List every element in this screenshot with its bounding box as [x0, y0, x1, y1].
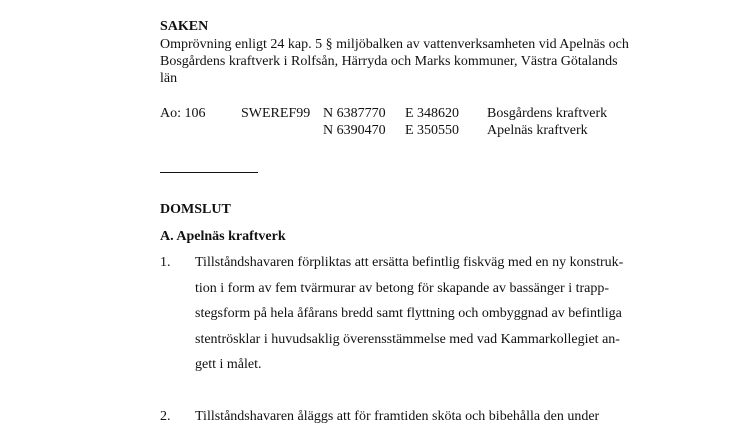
facility-name: Bosgårdens kraftverk	[487, 106, 608, 121]
item-line: Tillståndshavaren förpliktas att ersätta befintlig fiskväg med en ny konstruk-	[195, 255, 624, 270]
item-line: Tillståndshavaren åläggs att för framtiden sköta och bibehålla den under	[195, 409, 600, 424]
separator-line	[160, 172, 258, 173]
item-line: gett i målet.	[195, 357, 262, 372]
east-coordinate: E 348620	[405, 106, 460, 121]
item-line: tion i form av fem tvärmurar av betong för skapande av bassänger i trapp-	[195, 281, 610, 296]
saken-line: Bosgårdens kraftverk i Rolfsån, Härryda och Marks kommuner, Västra Götalands	[160, 54, 618, 69]
item-number: 2.	[160, 409, 171, 424]
east-coordinate: E 350550	[405, 123, 460, 138]
saken-line: Omprövning enligt 24 kap. 5 § miljöbalken av vattenverksamheten vid Apelnäs och	[160, 37, 629, 52]
domslut-heading: DOMSLUT	[160, 202, 231, 217]
item-line: stentrösklar i huvudsaklig överensstämmelse med vad Kammarkollegiet an-	[195, 332, 620, 347]
north-coordinate: N 6387770	[323, 106, 386, 121]
saken-heading: SAKEN	[160, 19, 209, 34]
ao-label: Ao: 106	[160, 106, 206, 121]
facility-name: Apelnäs kraftverk	[487, 123, 588, 138]
north-coordinate: N 6390470	[323, 123, 386, 138]
coordinate-system: SWEREF99	[241, 106, 311, 121]
item-line: stegsform på hela åfårans bredd samt flyttning och ombyggnad av befintliga	[195, 306, 622, 321]
saken-line: län	[160, 71, 178, 86]
item-number: 1.	[160, 255, 171, 270]
section-a-heading: A. Apelnäs kraftverk	[160, 229, 286, 244]
